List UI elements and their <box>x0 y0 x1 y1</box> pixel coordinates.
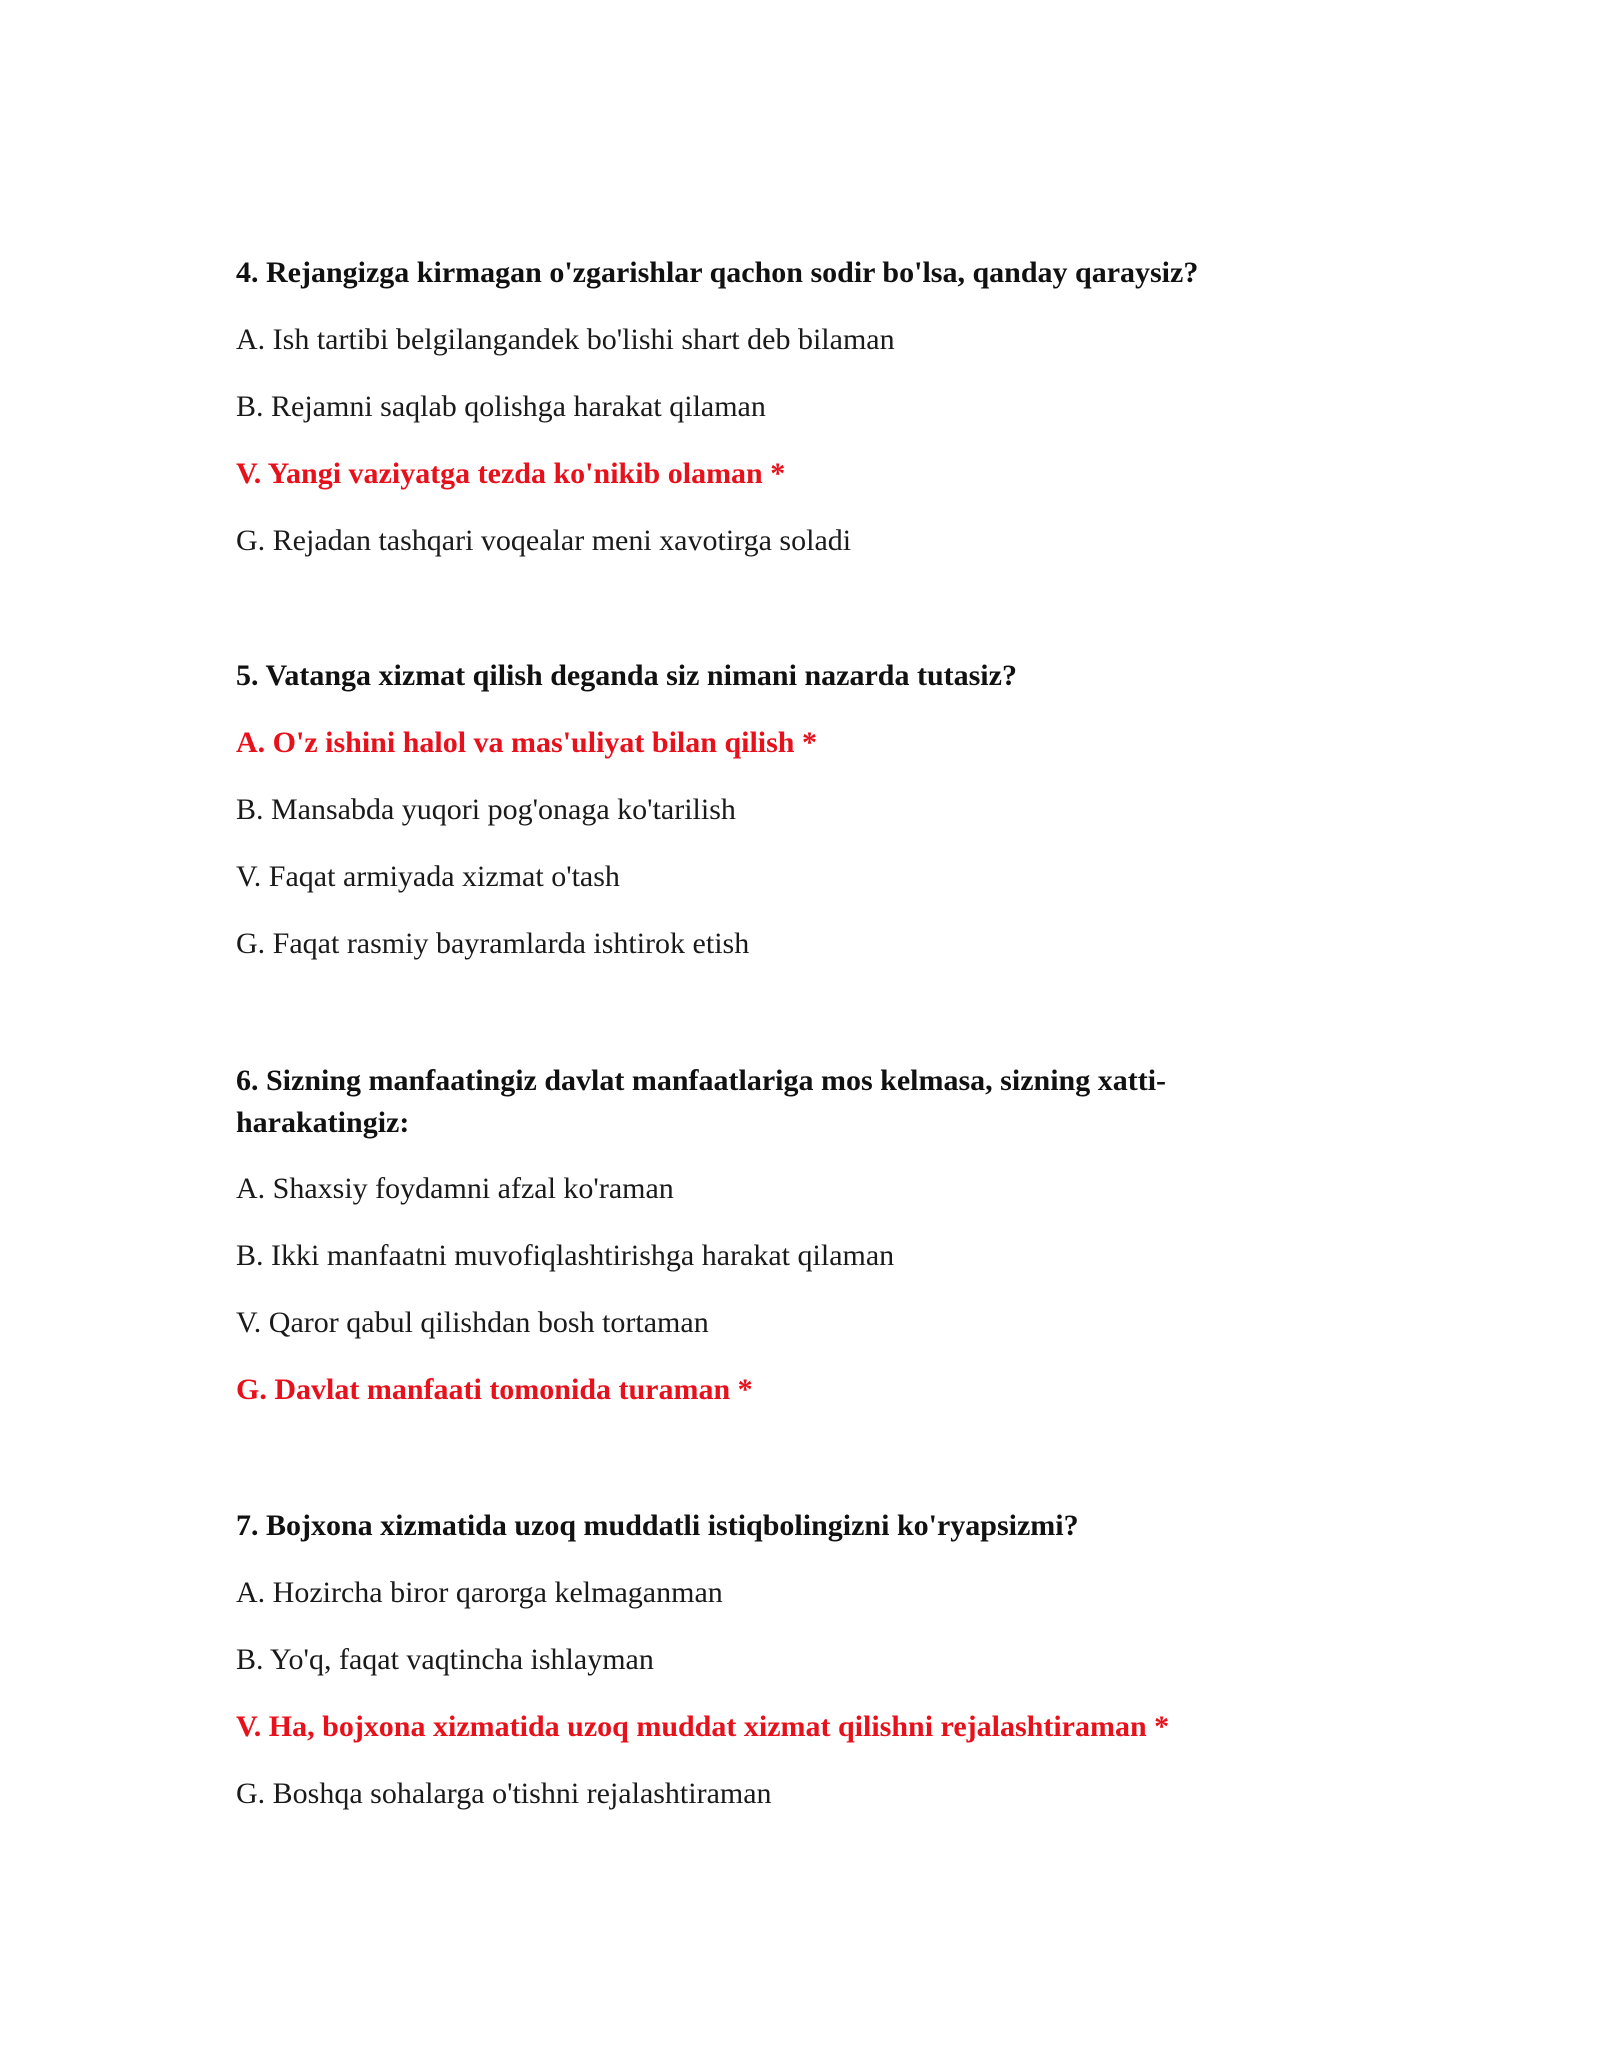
question-7-option-a: A. Hozircha biror qarorga kelmaganman <box>236 1576 723 1609</box>
question-5-option-v: V. Faqat armiyada xizmat o'tash <box>236 860 620 893</box>
question-4-option-g: G. Rejadan tashqari voqealar meni xavotirga soladi <box>236 524 852 557</box>
question-4-option-v: V. Yangi vaziyatga tezda ko'nikib olaman * <box>236 457 786 490</box>
question-7-option-v: V. Ha, bojxona xizmatida uzoq muddat xizmat qilishni rejalashtiraman * <box>236 1710 1170 1743</box>
question-5-option-a: A. O'z ishini halol va mas'uliyat bilan qilish * <box>236 726 817 759</box>
question-5-option-g: G. Faqat rasmiy bayramlarda ishtirok etish <box>236 927 750 960</box>
question-block-5 <box>236 655 1256 960</box>
question-block-6 <box>236 1060 1256 1406</box>
question-7-option-b: B. Yo'q, faqat vaqtincha ishlayman <box>236 1643 654 1676</box>
question-4-option-b: B. Rejamni saqlab qolishga harakat qilaman <box>236 390 766 423</box>
question-7-text: 7. Bojxona xizmatida uzoq muddatli istiqbolingizni ko'ryapsizmi? <box>236 1509 1079 1542</box>
question-6-text: 6. Sizning manfaatingiz davlat manfaatlariga mos kelmasa, sizning xatti-harakatingiz: <box>236 1064 1167 1139</box>
question-6-option-v: V. Qaror qabul qilishdan bosh tortaman <box>236 1306 709 1339</box>
question-5-text: 5. Vatanga xizmat qilish deganda siz nimani nazarda tutasiz? <box>236 659 1017 692</box>
question-6-option-b: B. Ikki manfaatni muvofiqlashtirishga harakat qilaman <box>236 1239 895 1272</box>
question-4-option-a: A. Ish tartibi belgilangandek bo'lishi shart deb bilaman <box>236 323 895 356</box>
question-4-text: 4. Rejangizga kirmagan o'zgarishlar qachon sodir bo'lsa, qanday qaraysiz? <box>236 256 1199 289</box>
question-6-option-g: G. Davlat manfaati tomonida turaman * <box>236 1373 753 1406</box>
question-7-option-g: G. Boshqa sohalarga o'tishni rejalashtiraman <box>236 1777 772 1810</box>
question-block-7 <box>236 1505 1256 1810</box>
question-block-4 <box>236 252 1256 557</box>
question-6-option-a: A. Shaxsiy foydamni afzal ko'raman <box>236 1172 674 1205</box>
question-5-option-b: B. Mansabda yuqori pog'onaga ko'tarilish <box>236 793 736 826</box>
